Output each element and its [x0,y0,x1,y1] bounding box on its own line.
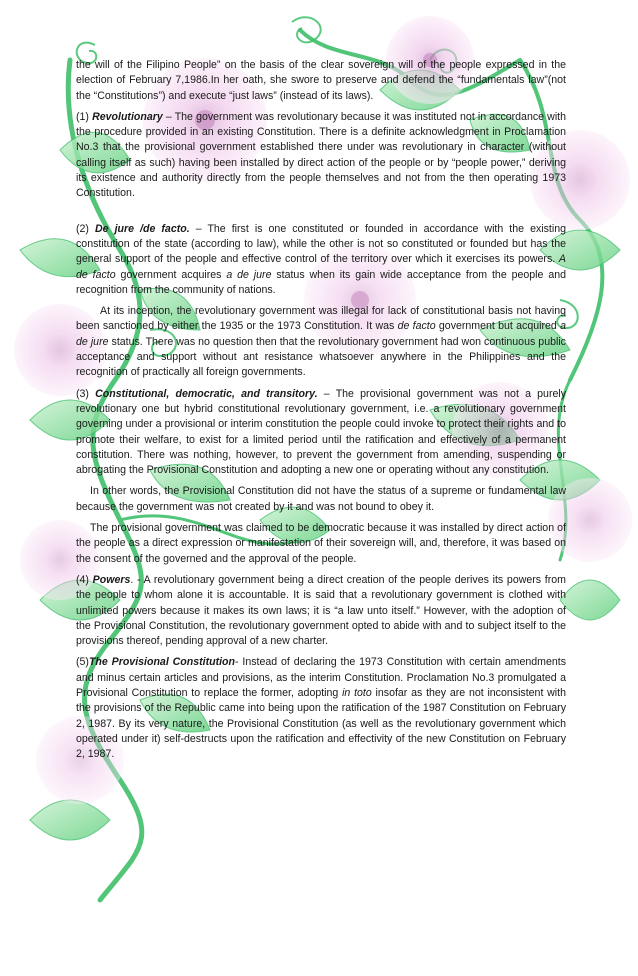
section-text: - Instead of declaring the 1973 Constitution with certain amendments and minus certain articles and provisions, as the interim Constitution. Proclamation No.3 promulgated a Provisional Constitution to replace the former, adopting [76,656,566,699]
italic-term: a de jure [76,320,566,348]
democratic-paragraph: The provisional government was claimed to be democratic because it was installed by direct action of the people as a direct expression or manifestation of their sovereign will, and, therefore, it was based on the consent of the governed and the approval of the people. [76,522,566,565]
section-4-powers [76,573,566,649]
section-number: (4) [76,573,93,586]
section-text: – The provisional government was not a purely revolutionary one but hybrid constitutional revolutionary government, i.e. a revolutionary government governing under a provisional or interim constitution the people could invoke to protect their rights and to promote their welfare, to exist for a limited period until the ratification and effectively of a permanent constitution. There was nothing, however, to prevent the government from amending, suspending or abrogating the Provisional Constitution and adopting a new one or operating without any constitution. [76,387,567,477]
other-words-paragraph: In other words, the Provisional Constitution did not have the status of a supreme or fundamental law because the government was not created by it and was not bound to obey it. [76,485,566,513]
section-heading: De jure /de facto. [95,222,190,235]
intro-paragraph: the will of the Filipino People” on the basis of the clear sovereign will of the people expressed in the election of February 7,1986.In her oath, she swore to preserve and defend the “fundamentals law”(not the “Constitutions”) and execute “just laws” (instead of its laws). [76,59,566,102]
italic-term: a de jure [226,268,272,281]
section-number: (2) [76,222,95,235]
section-number: (1) [76,110,93,123]
section-3-constitutional [76,387,566,479]
section-text: – The first is one constituted or founded in accordance with the existing constitution of the state (according to law), while the other is not so constituted or founded but has the general support of the people and effective control of the territory over which it exercises its powers. [76,222,566,266]
section-5-provisional-constitution [76,655,566,762]
italic-term: A de facto [76,253,566,281]
inception-paragraph [76,304,566,380]
paragraph-text: At its inception, the revolutionary government was illegal for lack of constitutional basis not having been sanctioned by either the 1935 or the 1973 Constitution. It was [76,305,566,333]
paragraph-text: government but acquired [435,320,561,333]
section-heading: The Provisional Constitution [88,656,235,669]
section-2-de-jure-de-facto [76,222,566,298]
section-text: government acquires [115,268,227,281]
section-text: status when its gain wide acceptance from the people and recognition from the community of nations. [76,268,566,296]
document-body [76,58,566,768]
section-heading: Constitutional, democratic, and transitory. [95,387,318,400]
section-number: (5) [76,656,89,669]
section-text: insofar as they are not inconsistent with the provisions of the Republic came into being upon the ratification of the 1987 Constitution on February 2, 1987. By its very nature, the Provisional Constitution (as well as the revolutionary government which operated under it) self-destructs upon the ratification and effectivity of the new Constitution on February 2, 1987. [76,686,566,761]
section-heading: Powers [92,573,131,586]
section-number: (3) [76,387,96,400]
italic-term: in toto [342,686,372,699]
section-heading: Revolutionary [92,110,163,123]
italic-term: de facto [397,320,436,333]
section-text: – The government was revolutionary because it was instituted not in accordance with the procedure provided in an existing Constitution. There is a definite acknowledgment in Proclamation No.3 that the provisional government established there under was revolutionary in character (without calling itself as such) having been installed by direct action of the people or by “people power,” deriving its existence and authority directly from the people themselves and not from the then operating 1973 Constitution. [76,110,567,200]
section-text: . - A revolutionary government being a direct creation of the people derives its powers from the people to whom alone it is accountable. It is said that a revolutionary government is clothed with unlimited powers because it makes its own laws; it is “a law unto itself.” However, with the adoption of the Provisional Constitution, the revolutionary government opted to abide with and to subject itself to the provisions thereof, pending approval of a new charter. [76,573,566,648]
section-1-revolutionary [76,110,566,202]
paragraph-text: status. There was no question then that the revolutionary government had won continuous public acceptance and support without ant resistance whatsoever anywhere in the Philippines and the recognition of practically all foreign governments. [76,335,566,379]
